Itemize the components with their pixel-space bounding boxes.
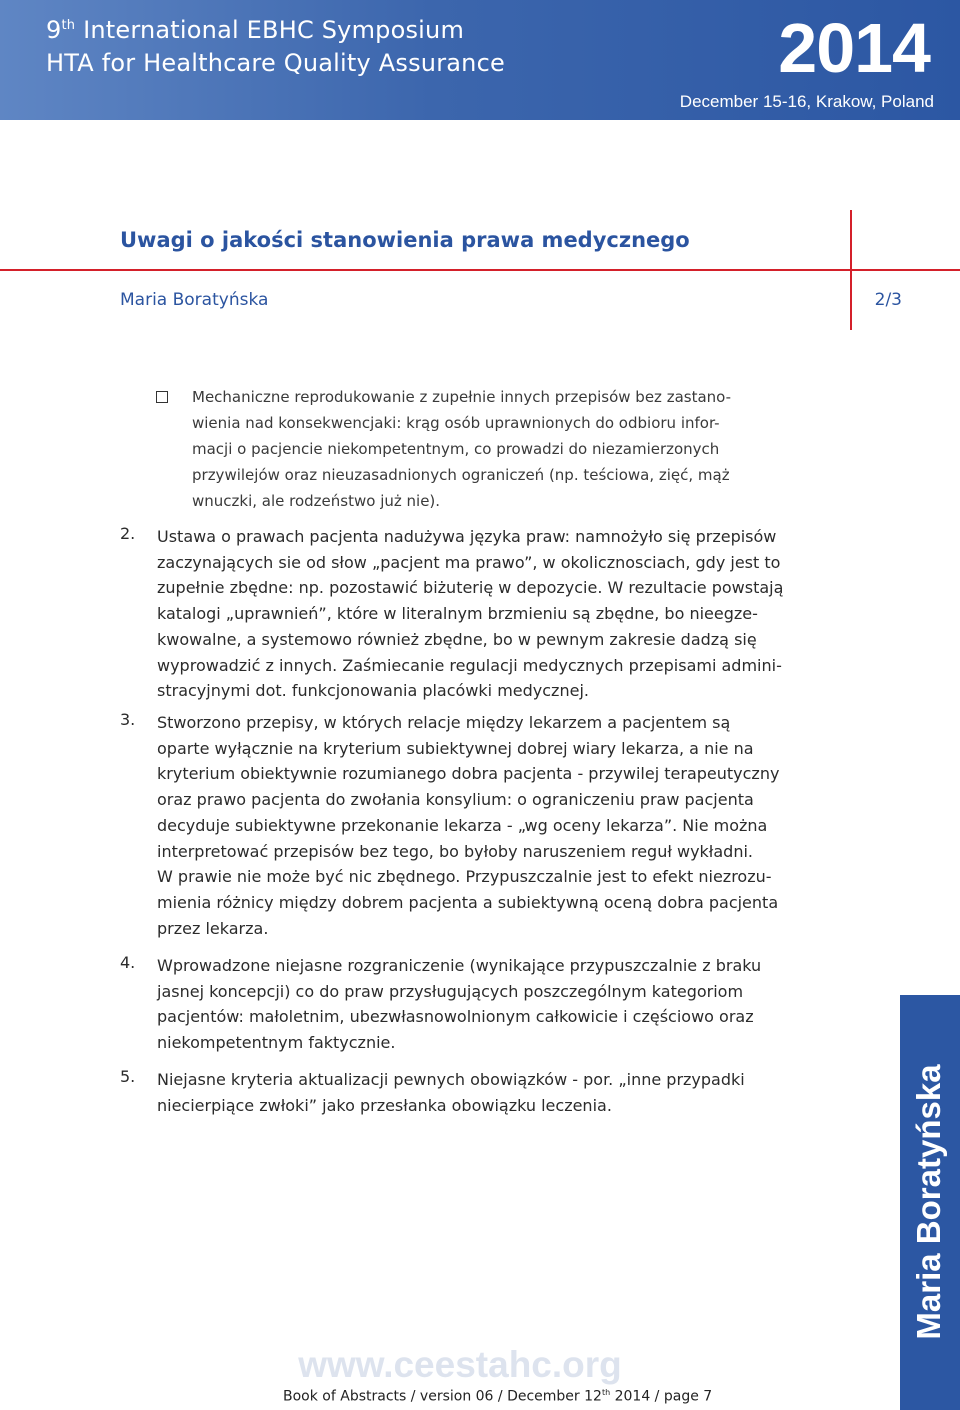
article-title: Uwagi o jakości stanowienia prawa medycznego bbox=[120, 228, 690, 252]
symposium-title: 9th International EBHC Symposium bbox=[46, 16, 465, 44]
item-number: 4. bbox=[120, 953, 136, 972]
list-item: Ustawa o prawach pacjenta nadużywa języka praw: namnożyło się przepisów zaczynających sie od słow „pacjent ma prawo”, w okolicznosciach, gdy jest to zupełnie zbędne: np. pozostawić biżuterię w depozycie. W rezultacie powstają katalogi „uprawnień”, które w literalnym brzmieniu są zbędne, bo nieegze- kwowalne, a systemowo również zbędne, bo w pewnym zakresie dadzą się wyprowadzić z innych. Zaśmiecanie regulacji medycznych przepisami admini- stracyjnymi dot. funkcjonowania placówki medycznej. bbox=[157, 527, 784, 701]
square-bullet-icon bbox=[156, 391, 168, 403]
list-item: Stworzono przepisy, w których relacje między lekarzem a pacjentem są oparte wyłącznie na kryterium subiektywnej dobrej wiary lekarza, a nie na kryterium obiektywnie rozumianego dobra pacjenta - przywilej terapeutyczny oraz prawo pacjenta do zwołania konsylium: o ograniczeniu praw pacjenta decyduje subiektywne przekonanie lekarza - „wg oceny lekarza”. Nie można interpretować przepisów bez tego, bo byłoby naruszeniem reguł wykładni. W prawie nie może być nic zbędnego. Przypuszczalnie jest to efekt niezrozu- mienia różnicy między dobrem pacjenta a subiektywną oceną dobra pacjenta przez lekarza. bbox=[157, 713, 780, 938]
website-watermark: www.ceestahc.org bbox=[298, 1344, 622, 1385]
sidebar-author: Maria Boratyńska bbox=[910, 1064, 947, 1340]
item-number: 2. bbox=[120, 524, 136, 543]
symposium-subtitle: HTA for Healthcare Quality Assurance bbox=[46, 49, 505, 77]
bullet-paragraph: Mechaniczne reprodukowanie z zupełnie innych przepisów bez zastano- wienia nad konsekwencjaki: krąg osób uprawnionych do odbioru infor- macji o pacjencie niekompetentnym, co prowadzi do niezamierzonych przywilejów oraz nieuzasadnionych ograniczeń (np. teściowa, zięć, mąż wnuczki, ale rodzeństwo już nie). bbox=[192, 388, 732, 510]
article-author: Maria Boratyńska bbox=[120, 290, 269, 310]
symposium-year: 2014 bbox=[778, 9, 930, 87]
page-fraction: 2/3 bbox=[874, 290, 902, 310]
item-number: 3. bbox=[120, 710, 136, 729]
list-item: Niejasne kryteria aktualizacji pewnych obowiązków - por. „inne przypadki niecierpiące zwłoki” jako przesłanka obowiązku leczenia. bbox=[157, 1070, 745, 1115]
symposium-dates: December 15-16, Krakow, Poland bbox=[679, 92, 934, 111]
footer-book-info: Book of Abstracts / version 06 / December 12th 2014 / page 7 bbox=[283, 1388, 713, 1405]
horizontal-rule bbox=[0, 269, 960, 271]
header-banner bbox=[0, 0, 960, 120]
list-item: Wprowadzone niejasne rozgraniczenie (wynikające przypuszczalnie z braku jasnej koncepcji) co do praw przysługujących poszczególnym kategoriom pacjentów: małoletnim, ubezwłasnowolnionym całkowicie i częściowo oraz niekompetentnym faktycznie. bbox=[157, 956, 762, 1053]
item-number: 5. bbox=[120, 1067, 136, 1086]
